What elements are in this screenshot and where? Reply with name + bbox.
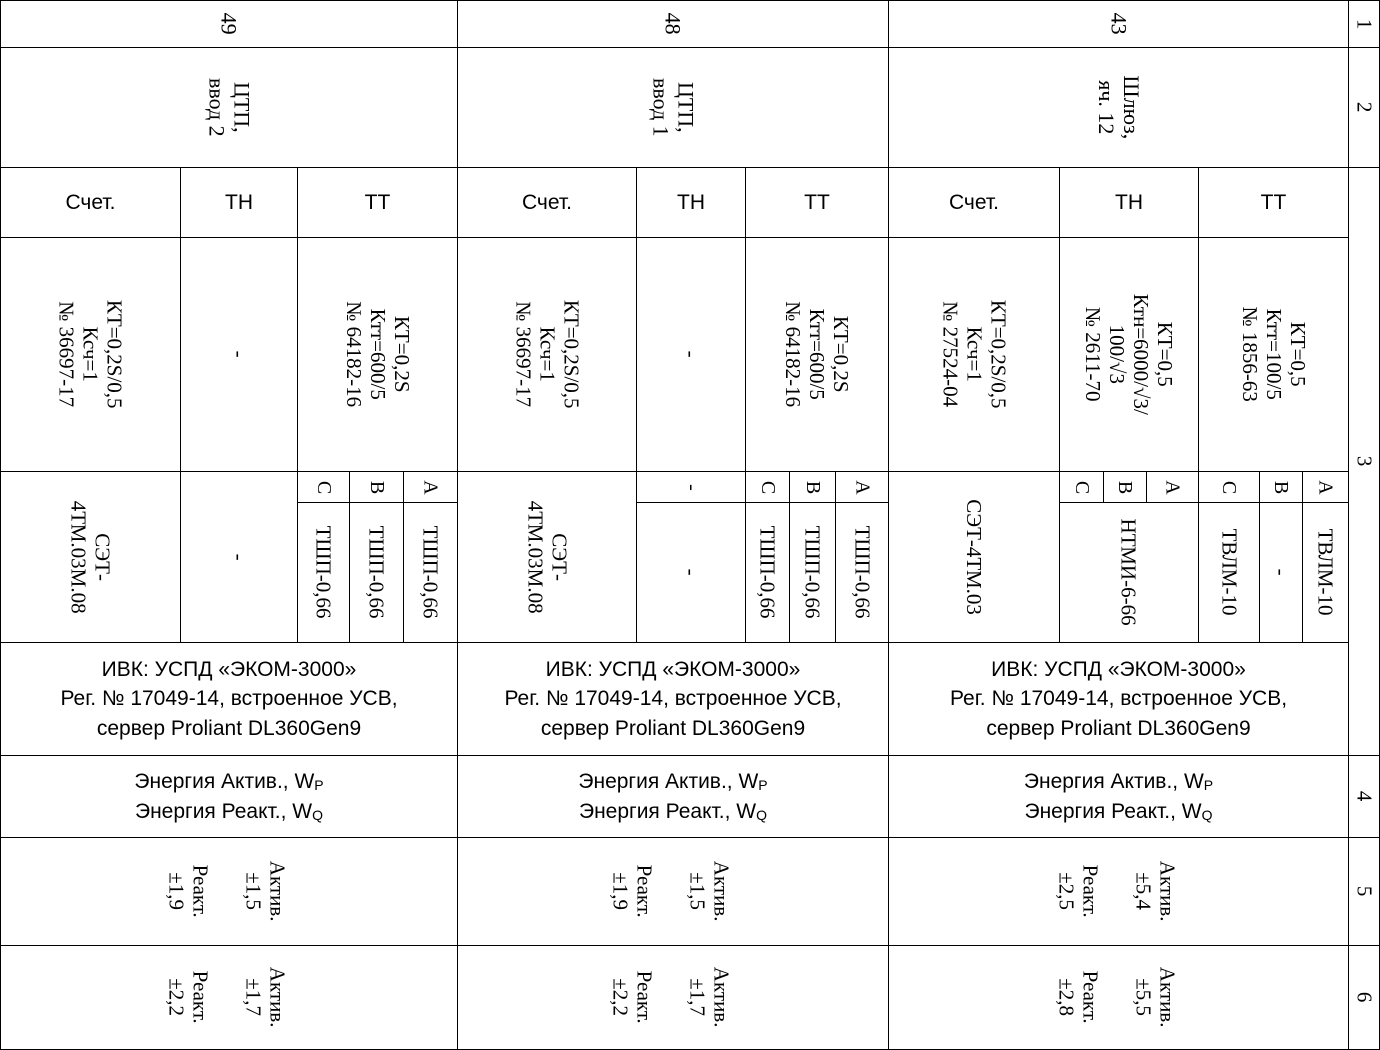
col49-accuracy-5 (0, 837, 458, 946)
col43-tn-type: НТМИ-6-66 (1059, 502, 1199, 643)
col48-tt-spec: КТ=0,2S Ктт=600/5 № 64182-16 (745, 237, 889, 472)
col48-r6-reactive: Реакт. ±2,2 (608, 970, 657, 1025)
col43-energy: Энергия Актив., $W_P$ Энергия Реакт., $W_Q$ (888, 755, 1349, 838)
col49-tn-type: - (180, 471, 298, 643)
col43-ivk: ИВК: УСПД «ЭКОМ-3000» Рег. № 17049-14, встроенное УСВ, сервер Proliant DL360Gen9 (888, 642, 1349, 756)
col49-header-sch: Счет. (0, 167, 181, 238)
col48-r5-active: Актив. ±1,5 (685, 861, 734, 922)
col43-r6-active: Актив. ±5,5 (1131, 967, 1180, 1028)
col49-tn-spec: - (180, 237, 298, 472)
col49-ivk: ИВК: УСПД «ЭКОМ-3000» Рег. № 17049-14, встроенное УСВ, сервер Proliant DL360Gen9 (0, 642, 458, 756)
col43-tt-type-c: ТВЛМ-10 (1198, 502, 1260, 643)
col48-number: 48 (457, 0, 889, 48)
row-number-1: 1 (1348, 0, 1380, 48)
col49-place: ЦТП, ввод 2 (0, 47, 458, 168)
col43-tt-phase-b: B (1259, 471, 1303, 503)
col43-number: 43 (888, 0, 1349, 48)
col49-energy-active: Энергия Актив., W (134, 770, 315, 794)
col43-sch-type: СЭТ-4ТМ.03 (888, 471, 1060, 643)
col48-tt-type-a: ТШП-0,66 (835, 502, 889, 643)
col48-tn-spec: - (636, 237, 746, 472)
col49-header-tt: ТТ (297, 167, 458, 238)
col43-energy-active: Энергия Актив., W (1023, 770, 1204, 794)
col49-tt-phase-b: B (349, 471, 404, 503)
col43-tn-phase-a: A (1146, 471, 1199, 503)
col48-sch-type: СЭТ- 4ТМ.03М.08 (457, 471, 637, 643)
col43-sch-spec: КТ=0,2S/0,5 Ксч=1 № 27524-04 (888, 237, 1060, 472)
col48-tt-type-b: ТШП-0,66 (789, 502, 836, 643)
col48-ivk: ИВК: УСПД «ЭКОМ-3000» Рег. № 17049-14, встроенное УСВ, сервер Proliant DL360Gen9 (457, 642, 889, 756)
col43-energy-reactive: Энергия Реакт., W (1024, 799, 1202, 823)
col49-sch-spec: КТ=0,2S/0,5 Ксч=1 № 36697-17 (0, 237, 181, 472)
col49-number: 49 (0, 0, 458, 48)
col43-accuracy-5 (888, 837, 1349, 946)
col49-r6-active: Актив. ±1,7 (241, 967, 290, 1028)
col48-r5-reactive: Реакт. ±1,9 (608, 864, 657, 919)
col48-tt-type-c: ТШП-0,66 (745, 502, 790, 643)
col49-tt-phase-a: A (403, 471, 458, 503)
col43-r5-reactive: Реакт. ±2,5 (1054, 864, 1103, 919)
col49-sch-type: СЭТ- 4ТМ.03М.08 (0, 471, 181, 643)
col43-header-tt: ТТ (1198, 167, 1349, 238)
col43-accuracy-6 (888, 945, 1349, 1050)
col43-header-sch: Счет. (888, 167, 1060, 238)
col48-energy-active: Энергия Актив., W (578, 770, 759, 794)
col43-tn-spec: КТ=0,5 Ктн=6000/√3/ 100/√3 № 2611-70 (1059, 237, 1199, 472)
col49-tt-spec: КТ=0,2S Ктт=600/5 № 64182-16 (297, 237, 458, 472)
col48-tt-phase-b: B (789, 471, 836, 503)
row-number-6: 6 (1348, 945, 1380, 1050)
col49-energy-reactive: Энергия Реакт., W (134, 799, 313, 823)
col43-tt-phase-c: C (1198, 471, 1260, 503)
col49-header-tn: ТН (180, 167, 298, 238)
col49-tt-type-c: ТШП-0,66 (297, 502, 350, 643)
col49-r5-reactive: Реакт. ±1,9 (164, 864, 213, 919)
col43-r5-active: Актив. ±5,4 (1131, 861, 1180, 922)
col49-tt-phase-c: C (297, 471, 350, 503)
col43-tn-phase-b: B (1103, 471, 1147, 503)
col49-tt-type-a: ТШП-0,66 (403, 502, 458, 643)
col43-tt-type-b: - (1259, 502, 1303, 643)
row-number-4: 4 (1348, 755, 1380, 838)
col49-r5-active: Актив. ±1,5 (241, 861, 290, 922)
col48-tt-phase-c: C (745, 471, 790, 503)
col43-place: Шлюз, яч. 12 (888, 47, 1349, 168)
col43-tt-spec: КТ=0,5 Ктт=100/5 № 1856-63 (1198, 237, 1349, 472)
col48-header-tn: ТН (636, 167, 746, 238)
col49-tt-type-b: ТШП-0,66 (349, 502, 404, 643)
row-number-3: 3 (1348, 167, 1380, 756)
col48-r6-active: Актив. ±1,7 (685, 967, 734, 1028)
col48-header-sch: Счет. (457, 167, 637, 238)
col49-energy: Энергия Актив., $W_P$ Энергия Реакт., $W_Q$ (0, 755, 458, 838)
col43-tt-type-a: ТВЛМ-10 (1302, 502, 1349, 643)
col48-accuracy-5 (457, 837, 889, 946)
col48-tn-phase: - (636, 471, 746, 503)
col43-tt-phase-a: A (1302, 471, 1349, 503)
col48-energy: Энергия Актив., $W_P$ Энергия Реакт., $W_Q$ (457, 755, 889, 838)
col48-accuracy-6 (457, 945, 889, 1050)
col48-header-tt: ТТ (745, 167, 889, 238)
col43-tn-phase-c: C (1059, 471, 1104, 503)
row-number-2: 2 (1348, 47, 1380, 168)
col48-place: ЦТП, ввод 1 (457, 47, 889, 168)
col49-accuracy-6 (0, 945, 458, 1050)
col48-tt-phase-a: A (835, 471, 889, 503)
col43-header-tn: ТН (1059, 167, 1199, 238)
col43-r6-reactive: Реакт. ±2,8 (1054, 970, 1103, 1025)
col48-energy-reactive: Энергия Реакт., W (578, 799, 757, 823)
row-number-5: 5 (1348, 837, 1380, 946)
col48-sch-spec: КТ=0,2S/0,5 Ксч=1 № 36697-17 (457, 237, 637, 472)
col48-tn-type: - (636, 502, 746, 643)
col49-r6-reactive: Реакт. ±2,2 (164, 970, 213, 1025)
